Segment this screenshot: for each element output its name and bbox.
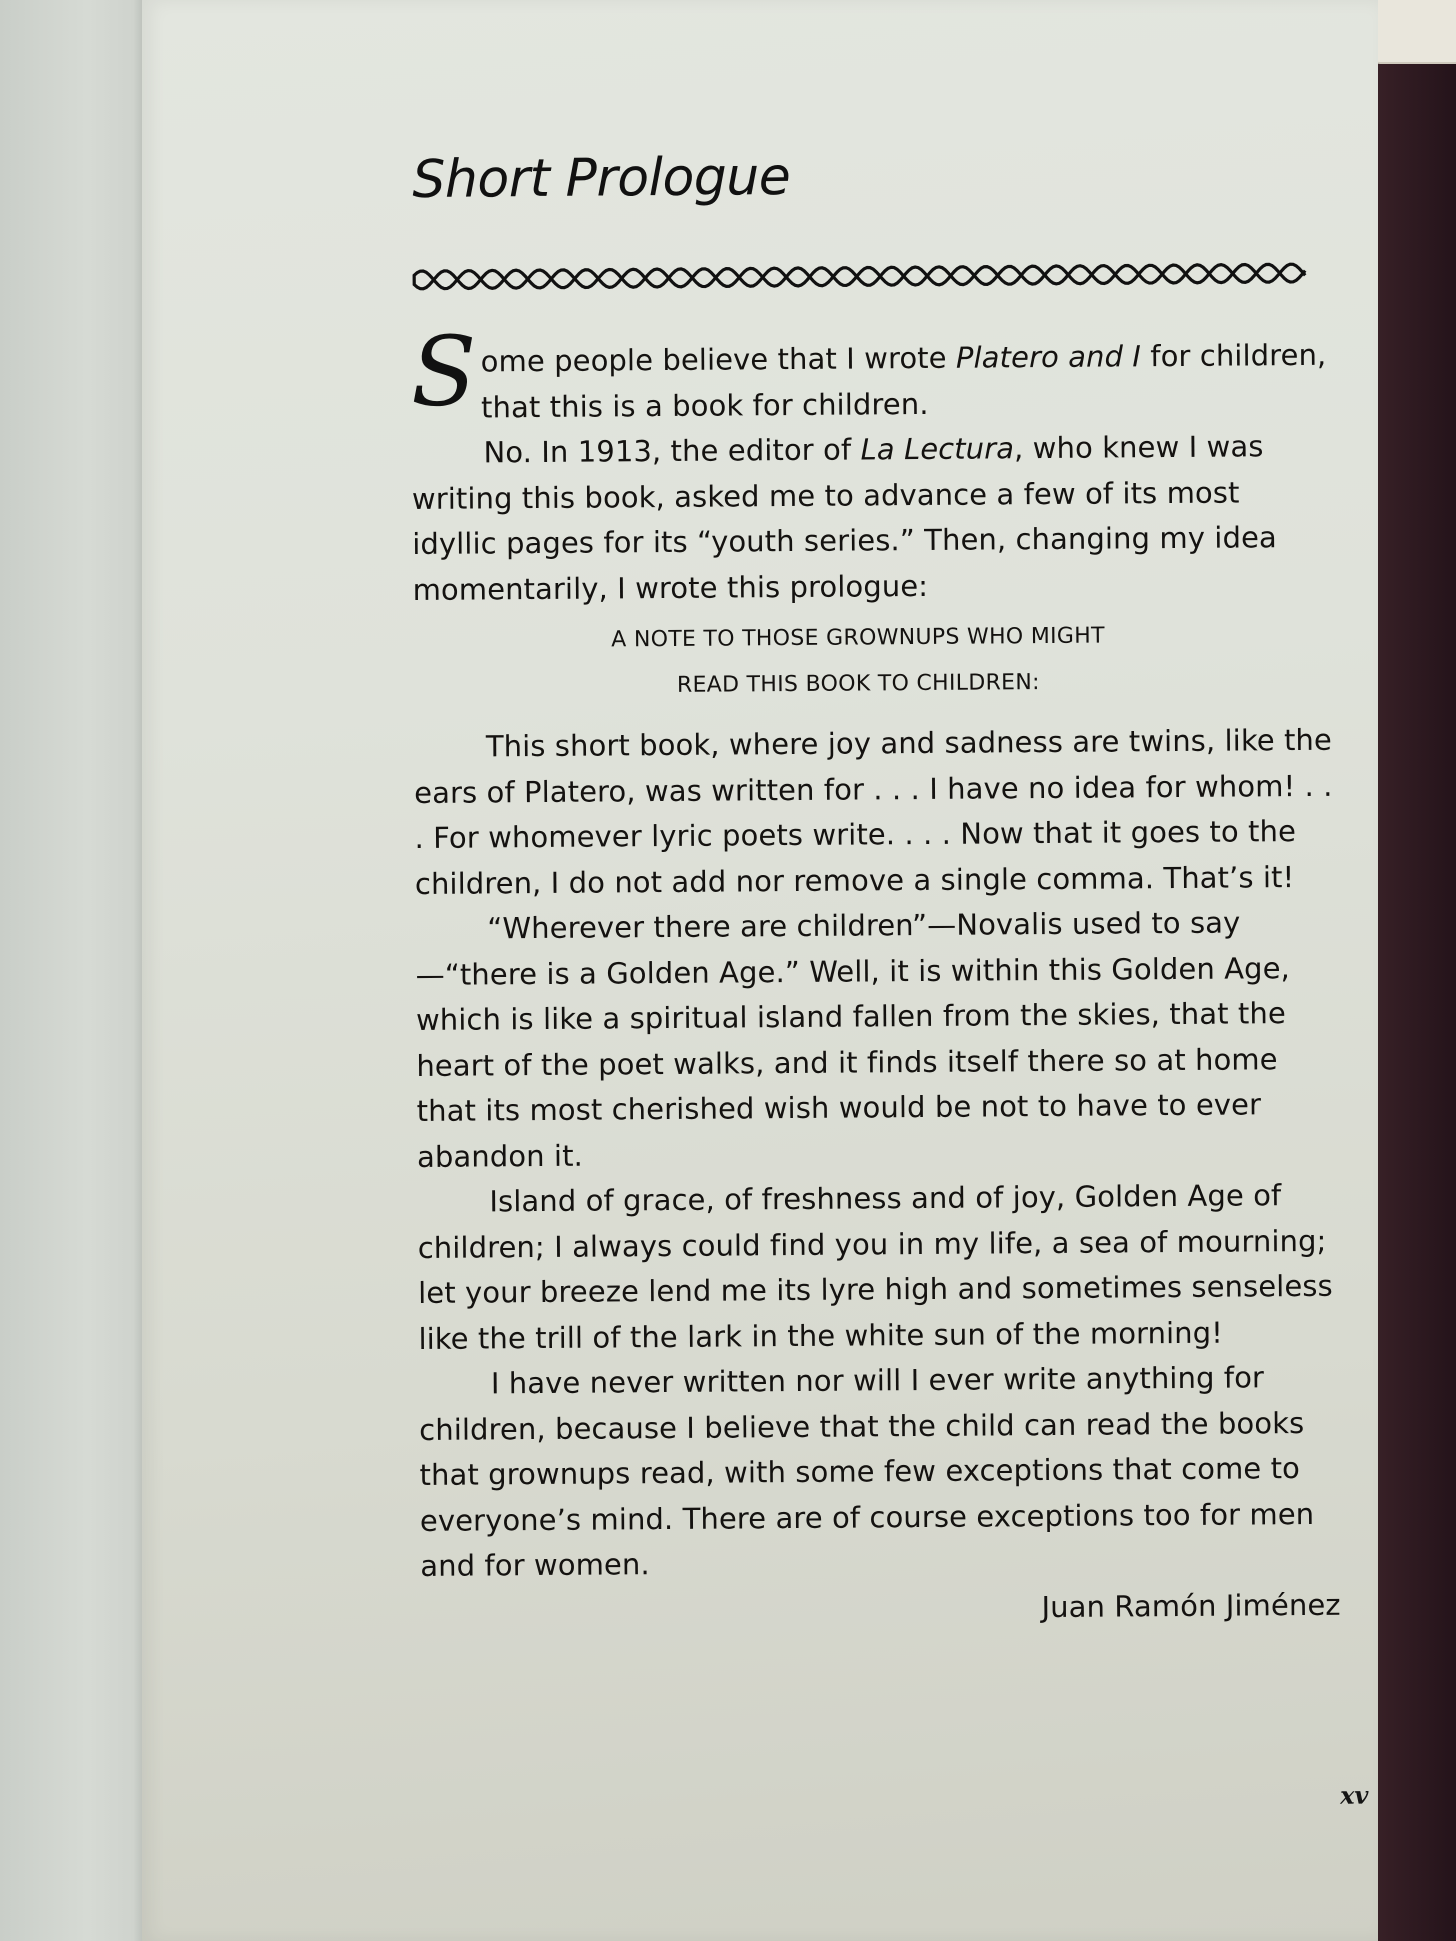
note-heading-line-2: READ THIS BOOK TO CHILDREN: [676, 670, 1040, 698]
book-page [142, 0, 1378, 1941]
paragraph-3: This short book, where joy and sadness are twins, like the ears of Platero, was written for . . . I have no idea for whom! . . . For whomever lyric poets write. . . . Now that it goes to the children, I do not add nor remove a single comma. That’s it! [414, 722, 1333, 901]
drop-cap: S [410, 315, 478, 428]
paragraph-6: I have never written nor will I ever write anything for children, because I believe that the child can read the books that grownups read, with some few exceptions that come to everyone’s mind. There are of course exceptions too for men and for women. [419, 1360, 1315, 1583]
paragraph-5: Island of grace, of freshness and of joy, Golden Age of children; I always could find you in my life, a sea of mourning; let your breeze lend me its lyre high and sometimes senseless like the trill of the lark in the white sun of the morning! [417, 1178, 1333, 1356]
page-content [408, 0, 1369, 1941]
paragraph-4: “Wherever there are children”—Novalis used to say—“there is a Golden Age.” Well, it is within this Golden Age, which is like a spiritual island fallen from the skies, that the heart of the poet walks, and it finds itself there so at home that its most cherished wish would be not to have to ever abandon it. [415, 905, 1291, 1174]
wave-ornament [410, 253, 1310, 300]
paragraph-1-start: ome people believe that I wrote [480, 340, 957, 379]
book-title-italic: Platero and I [955, 339, 1142, 375]
page-number: xv [1340, 1780, 1369, 1810]
prologue-text [410, 315, 1341, 1635]
book-cover-edge [1366, 0, 1456, 1941]
paragraph-2-start: No. In 1913, the editor of [483, 432, 861, 470]
paragraph-1 [410, 315, 1332, 431]
paragraph-1-end: for children, that this is a book for children. [480, 337, 1327, 424]
paragraph-2 [411, 424, 1332, 613]
note-heading [413, 612, 1334, 711]
author-signature: Juan Ramón Jiménez [1041, 1587, 1341, 1624]
corner-paper [1366, 0, 1456, 64]
chapter-title: Short Prologue [412, 147, 791, 210]
magazine-title-italic: La Lectura [860, 431, 1015, 467]
paragraph-2-end: , who knew I was writing this book, asked me to advance a few of its most idyllic pages for its “youth series.” Then, changing my idea momentarily, I wrote this prologue: [411, 429, 1277, 607]
note-heading-line-1: A NOTE TO THOSE GROWNUPS WHO MIGHT [611, 623, 1105, 653]
facing-page [0, 0, 145, 1941]
